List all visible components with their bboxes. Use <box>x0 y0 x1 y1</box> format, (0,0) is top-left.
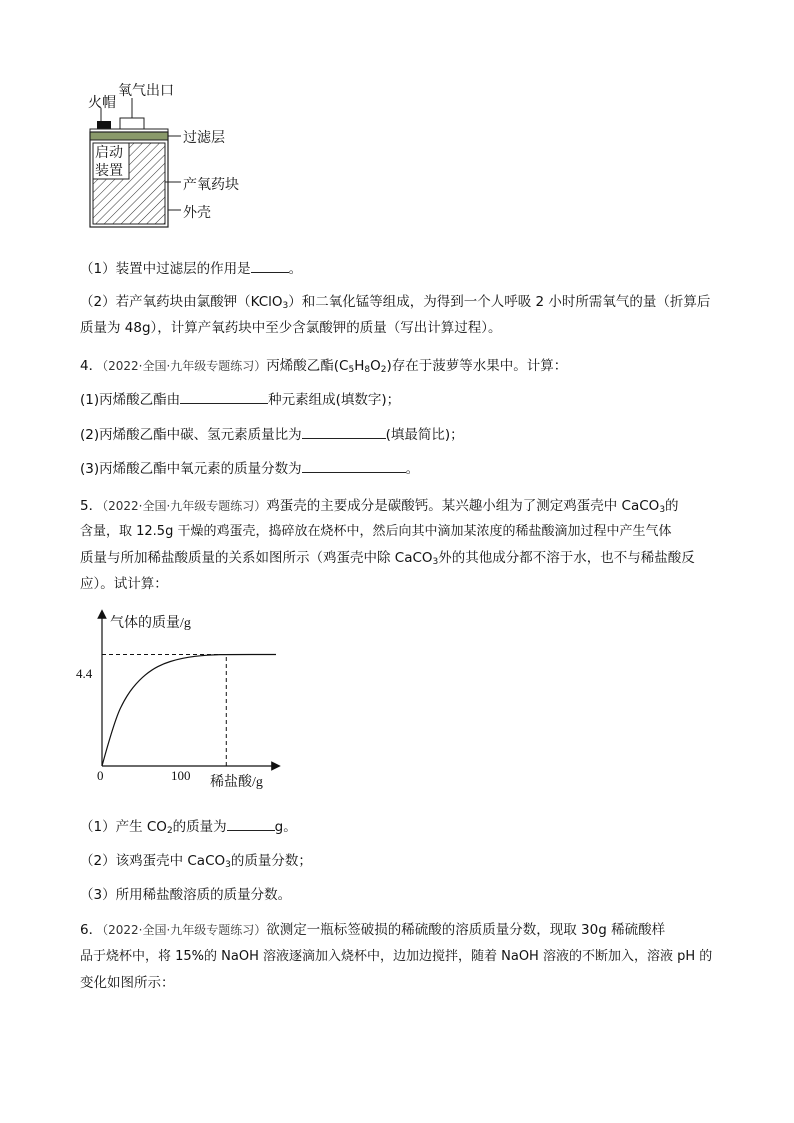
q3-part2-line1 <box>80 290 710 311</box>
q4-stem-text: O <box>370 358 381 374</box>
fire-cap-shape <box>97 121 111 129</box>
q4-stem-text: )存在于菠萝等水果中。计算： <box>386 358 568 374</box>
q5-stem-text: 质量与所加稀盐酸质量的关系如图所示（鸡蛋壳中除 CaCO <box>80 550 433 566</box>
q3-part1 <box>80 257 302 277</box>
answer-blank[interactable] <box>180 391 268 404</box>
q6-stem-line3 <box>80 971 175 991</box>
subscript: 5 <box>348 365 355 375</box>
q3-part2-text: 质量为 48g），计算产氧药块中至少含氯酸钾的质量（写出计算过程）。 <box>80 320 502 336</box>
q4-part2 <box>80 423 464 443</box>
q5-part1 <box>80 815 297 836</box>
answer-blank[interactable] <box>302 460 406 473</box>
q3-part2-line2 <box>80 316 502 336</box>
q5-part2-text: （2）该鸡蛋壳中 CaCO <box>80 853 226 869</box>
subscript: 8 <box>364 365 371 375</box>
q5-stem-text: 鸡蛋壳的主要成分是碳酸钙。某兴趣小组为了测定鸡蛋壳中 CaCO <box>266 498 660 514</box>
q5-stem-text: 的 <box>665 498 679 514</box>
origin-label: 0 <box>97 768 104 783</box>
q5-stem-text: 应）。试计算： <box>80 576 168 592</box>
fire-cap-label: 火帽 <box>88 95 116 111</box>
q6-stem-line1 <box>80 918 665 938</box>
subscript: 3 <box>282 301 289 311</box>
q5-stem-line1 <box>80 494 679 515</box>
series-line-0 <box>102 655 276 766</box>
q5-part2 <box>80 849 312 870</box>
q5-part1-suffix: g。 <box>274 819 297 835</box>
q3-part2-text: （2）若产氧药块由氯酸钾（KClO <box>80 294 283 310</box>
q5-part2-text: 的质量分数； <box>230 853 312 869</box>
question-source: （2022·全国·九年级专题练习） <box>102 923 267 937</box>
subscript: 3 <box>432 557 439 567</box>
q4-part2-suffix: (填最简比)； <box>385 427 464 443</box>
answer-blank[interactable] <box>251 260 289 273</box>
q4-part1-prefix: (1)丙烯酸乙酯由 <box>80 392 181 408</box>
question-number: 4． <box>80 358 103 374</box>
filter-layer-label: 过滤层 <box>183 130 225 146</box>
question-number: 6． <box>80 922 103 938</box>
x-axis-label: 稀盐酸/g <box>210 775 263 790</box>
q5-part1-prefix: 的质量为 <box>172 819 227 835</box>
gas-mass-chart <box>76 606 286 796</box>
oxygen-block-label: 产氧药块 <box>183 177 239 193</box>
subscript: 2 <box>166 826 173 836</box>
q5-part3 <box>80 883 291 903</box>
q4-stem-text: H <box>354 358 365 374</box>
q4-part3-prefix: (3)丙烯酸乙酯中氧元素的质量分数为 <box>80 461 302 477</box>
q5-part3-text: （3）所用稀盐酸溶质的质量分数。 <box>80 887 292 903</box>
q5-stem-line4 <box>80 572 168 592</box>
q3-part2-text: ）和二氧化锰等组成，为得到一个人呼吸 2 小时所需氧气的量（折算后 <box>288 294 711 310</box>
x-tick-label: 100 <box>171 768 191 783</box>
q4-part2-prefix: (2)丙烯酸乙酯中碳、氢元素质量比为 <box>80 427 302 443</box>
answer-blank[interactable] <box>302 426 386 439</box>
q5-stem-text: 含量，取 12.5g 干燥的鸡蛋壳，捣碎放在烧杯中，然后向其中滴加某浓度的稀盐酸滴加过程中产生气体 <box>80 524 672 539</box>
q6-stem-line2 <box>80 945 712 964</box>
q5-stem-line3 <box>80 546 695 567</box>
oxygen-generator-figure <box>80 78 260 238</box>
filter-layer-shape <box>90 132 168 140</box>
shell-label: 外壳 <box>183 205 211 221</box>
q4-stem <box>80 354 567 375</box>
q4-part1 <box>80 388 400 408</box>
subscript: 2 <box>380 365 387 375</box>
y-tick-label: 4.4 <box>76 666 93 681</box>
question-number: 5． <box>80 498 103 514</box>
q3-part1-prefix: （1）装置中过滤层的作用是 <box>80 261 251 277</box>
q4-part3 <box>80 457 419 477</box>
q6-stem-text: 变化如图所示： <box>80 975 175 991</box>
subscript: 3 <box>659 505 666 515</box>
start-device-label-line1: 启动 <box>95 145 123 161</box>
q5-stem-text: 外的其他成分都不溶于水，也不与稀盐酸反 <box>438 550 695 566</box>
subscript: 3 <box>225 860 231 870</box>
answer-blank[interactable] <box>227 818 275 831</box>
y-axis-label: 气体的质量/g <box>110 616 191 631</box>
oxygen-outlet-label: 氧气出口 <box>118 83 174 99</box>
q6-stem-text: 品于烧杯中，将 15%的 NaOH 溶液逐滴加入烧杯中，边加边搅拌，随着 NaOH 溶液的不断加入，溶液 pH 的 <box>80 949 713 964</box>
question-source: （2022·全国·九年级专题练习） <box>102 499 267 513</box>
q5-stem-line2 <box>80 520 671 539</box>
oxygen-outlet-shape <box>120 118 144 129</box>
q3-part1-suffix: 。 <box>288 261 303 277</box>
q4-stem-text: 丙烯酸乙酯(C <box>266 358 349 374</box>
q6-stem-text: 欲测定一瓶标签破损的稀硫酸的溶质质量分数，现取 30g 稀硫酸样 <box>266 922 666 938</box>
q4-part1-suffix: 种元素组成(填数字)； <box>268 392 401 408</box>
start-device-label-line2: 装置 <box>95 163 123 179</box>
question-source: （2022·全国·九年级专题练习） <box>102 359 267 373</box>
q5-part1-prefix: （1）产生 CO <box>80 819 167 835</box>
q4-part3-suffix: 。 <box>405 461 420 477</box>
